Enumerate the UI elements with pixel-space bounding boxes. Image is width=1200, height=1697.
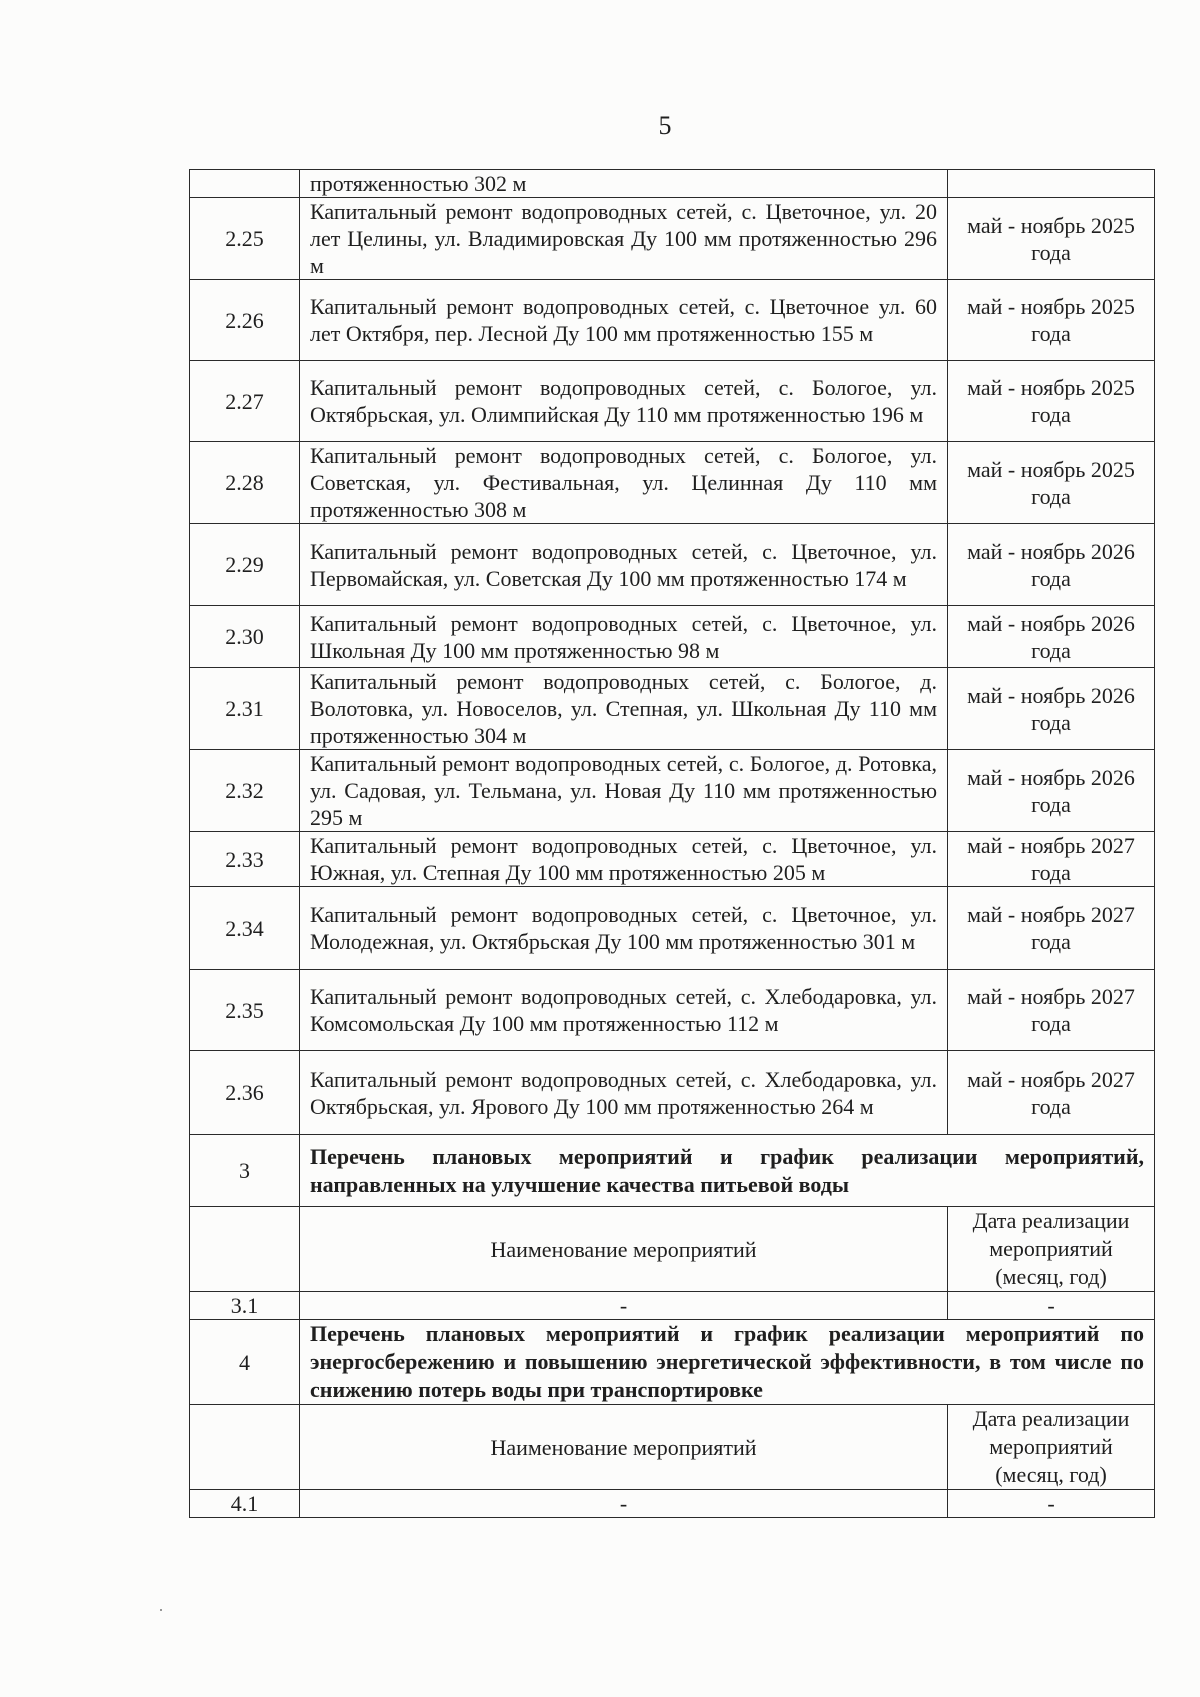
row-number: 2.35 xyxy=(190,970,300,1051)
section-header-row xyxy=(190,1405,1155,1490)
row-date xyxy=(948,170,1155,198)
table-row xyxy=(190,750,1155,832)
header-number-cell xyxy=(190,1207,300,1292)
table-row xyxy=(190,361,1155,442)
section-title: Перечень плановых мероприятий и график реализации мероприятий, направленных на улучшение качества питьевой воды xyxy=(300,1135,1155,1207)
header-number-cell xyxy=(190,1405,300,1490)
row-description: Капитальный ремонт водопроводных сетей, с. Бологое, д. Волотовка, ул. Новоселов, ул. Степная, ул. Школьная Ду 110 мм протяженностью 304 м xyxy=(300,668,948,750)
item-name: - xyxy=(300,1292,948,1320)
table-row xyxy=(190,280,1155,361)
row-description: Капитальный ремонт водопроводных сетей, с. Бологое, ул. Советская, ул. Фестивальная, ул. Целинная Ду 110 мм протяженностью 308 м xyxy=(300,442,948,524)
row-number: 2.32 xyxy=(190,750,300,832)
item-date: - xyxy=(948,1292,1155,1320)
section-title-row xyxy=(190,1320,1155,1405)
row-date: май - ноябрь 2026 года xyxy=(948,750,1155,832)
table-row xyxy=(190,442,1155,524)
section-number: 4 xyxy=(190,1320,300,1405)
measures-table xyxy=(189,169,1155,1518)
page-number: 5 xyxy=(658,111,672,140)
table-row xyxy=(190,832,1155,887)
row-number: 2.30 xyxy=(190,606,300,668)
row-description: Капитальный ремонт водопроводных сетей, с. Бологое, д. Ротовка, ул. Садовая, ул. Тельмана, ул. Новая Ду 110 мм протяженностью 295 м xyxy=(300,750,948,832)
section-title-row xyxy=(190,1135,1155,1207)
row-date: май - ноябрь 2027 года xyxy=(948,887,1155,970)
row-date: май - ноябрь 2027 года xyxy=(948,970,1155,1051)
row-number: 2.25 xyxy=(190,198,300,280)
row-description: Капитальный ремонт водопроводных сетей, с. Цветочное, ул. Южная, ул. Степная Ду 100 мм протяженностью 205 м xyxy=(300,832,948,887)
row-number: 2.34 xyxy=(190,887,300,970)
item-number: 4.1 xyxy=(190,1490,300,1518)
section-header-row xyxy=(190,1207,1155,1292)
row-date: май - ноябрь 2025 года xyxy=(948,198,1155,280)
row-date: май - ноябрь 2027 года xyxy=(948,832,1155,887)
table-row xyxy=(190,606,1155,668)
row-description: протяженностью 302 м xyxy=(300,170,948,198)
section-item-row xyxy=(190,1490,1155,1518)
row-date: май - ноябрь 2025 года xyxy=(948,442,1155,524)
row-date: май - ноябрь 2025 года xyxy=(948,280,1155,361)
table-row xyxy=(190,970,1155,1051)
row-description: Капитальный ремонт водопроводных сетей, с. Хлебодаровка, ул. Комсомольская Ду 100 мм протяженностью 112 м xyxy=(300,970,948,1051)
row-description: Капитальный ремонт водопроводных сетей, с. Цветочное, ул. Школьная Ду 100 мм протяженностью 98 м xyxy=(300,606,948,668)
row-number: 2.27 xyxy=(190,361,300,442)
row-number: 2.33 xyxy=(190,832,300,887)
table-row xyxy=(190,887,1155,970)
continuation-row xyxy=(190,170,1155,198)
header-date: Дата реализации мероприятий (месяц, год) xyxy=(948,1207,1155,1292)
header-name: Наименование мероприятий xyxy=(300,1405,948,1490)
row-description: Капитальный ремонт водопроводных сетей, с. Бологое, ул. Октябрьская, ул. Олимпийская Ду 110 мм протяженностью 196 м xyxy=(300,361,948,442)
item-date: - xyxy=(948,1490,1155,1518)
row-date: май - ноябрь 2026 года xyxy=(948,524,1155,606)
row-number: 2.29 xyxy=(190,524,300,606)
row-description: Капитальный ремонт водопроводных сетей, с. Цветочное ул. 60 лет Октября, пер. Лесной Ду 100 мм протяженностью 155 м xyxy=(300,280,948,361)
item-number: 3.1 xyxy=(190,1292,300,1320)
header-name: Наименование мероприятий xyxy=(300,1207,948,1292)
section-number: 3 xyxy=(190,1135,300,1207)
section-title: Перечень плановых мероприятий и график реализации мероприятий по энергосбережению и повышению энергетической эффективности, в том числе по снижению потерь воды при транспортировке xyxy=(300,1320,1155,1405)
scan-speck xyxy=(160,1609,162,1611)
table-row xyxy=(190,198,1155,280)
row-number xyxy=(190,170,300,198)
row-description: Капитальный ремонт водопроводных сетей, с. Цветочное, ул. Первомайская, ул. Советская Ду 100 мм протяженностью 174 м xyxy=(300,524,948,606)
item-name: - xyxy=(300,1490,948,1518)
row-number: 2.36 xyxy=(190,1051,300,1135)
table-row xyxy=(190,668,1155,750)
section-item-row xyxy=(190,1292,1155,1320)
row-number: 2.26 xyxy=(190,280,300,361)
table-row xyxy=(190,524,1155,606)
row-description: Капитальный ремонт водопроводных сетей, с. Хлебодаровка, ул. Октябрьская, ул. Ярового Ду 100 мм протяженностью 264 м xyxy=(300,1051,948,1135)
row-date: май - ноябрь 2025 года xyxy=(948,361,1155,442)
header-date: Дата реализации мероприятий (месяц, год) xyxy=(948,1405,1155,1490)
row-number: 2.28 xyxy=(190,442,300,524)
row-date: май - ноябрь 2026 года xyxy=(948,668,1155,750)
row-description: Капитальный ремонт водопроводных сетей, с. Цветочное, ул. 20 лет Целины, ул. Владимировская Ду 100 мм протяженностью 296 м xyxy=(300,198,948,280)
row-date: май - ноябрь 2027 года xyxy=(948,1051,1155,1135)
row-description: Капитальный ремонт водопроводных сетей, с. Цветочное, ул. Молодежная, ул. Октябрьская Ду 100 мм протяженностью 301 м xyxy=(300,887,948,970)
measures-table-body xyxy=(190,170,1155,1518)
row-date: май - ноябрь 2026 года xyxy=(948,606,1155,668)
table-row xyxy=(190,1051,1155,1135)
row-number: 2.31 xyxy=(190,668,300,750)
